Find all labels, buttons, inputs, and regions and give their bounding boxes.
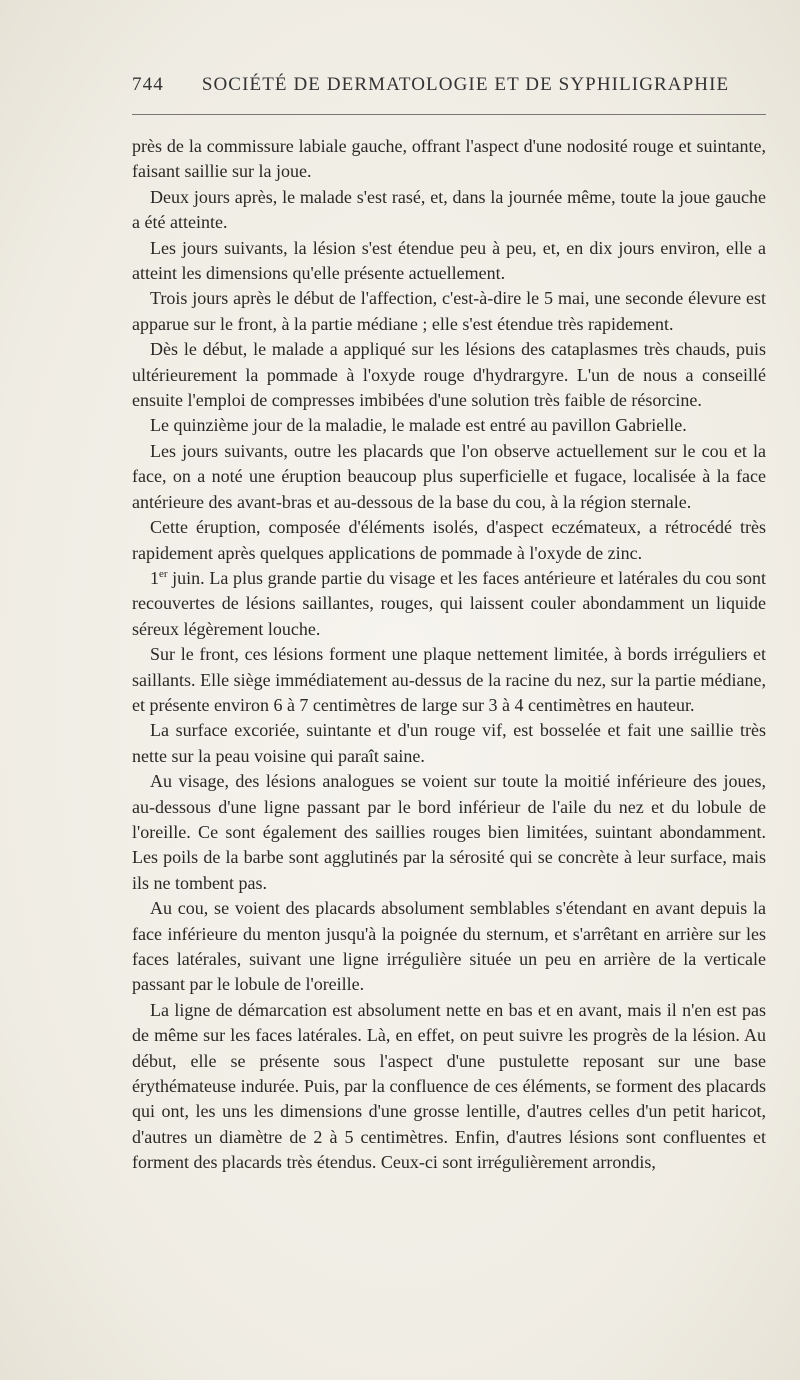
- paragraph: Sur le front, ces lésions forment une plaque nettement limitée, à bords irréguliers et saillants. Elle siège immédiatement au-dessus de la racine du nez, sur la partie médiane, et présente environ 6 à 7 centimètres de large sur 3 à 4 centimètres en hauteur.: [132, 644, 766, 715]
- ordinal-suffix: er: [159, 567, 168, 580]
- body-text: [132, 134, 766, 1176]
- paragraph-date-entry: [132, 566, 766, 642]
- paragraph: Les jours suivants, la lésion s'est étendue peu à peu, et, en dix jours environ, elle a atteint les dimensions qu'elle présente actuellement.: [132, 237, 766, 284]
- paragraph: Les jours suivants, outre les placards que l'on observe actuellement sur le cou et la face, on a noté une éruption beaucoup plus superficielle et fugace, localisée à la face antérieure des avant-bras et au-dessous de la base du cou, à la région sternale.: [132, 440, 766, 512]
- running-title: SOCIÉTÉ DE DERMATOLOGIE ET DE SYPHILIGRAPHIE: [201, 74, 730, 95]
- paragraph: Deux jours après, le malade s'est rasé, et, dans la journée même, toute la joue gauche a été atteinte.: [132, 186, 766, 233]
- paragraph-rest: juin. La plus grande partie du visage et les faces antérieure et latérales du cou sont recouvertes de lésions saillantes, rouges, qui laissent couler abondamment un liquide séreux légèrement louche.: [132, 567, 766, 639]
- paragraph: Dès le début, le malade a appliqué sur les lésions des cataplasmes très chauds, puis ultérieurement la pommade à l'oxyde rouge d'hydrargyre. L'un de nous a conseillé ensuite l'emploi de compresses imbibées d'une solution très faible de résorcine.: [132, 339, 766, 411]
- paragraph: Au cou, se voient des placards absolument semblables s'étendant en avant depuis la face inférieure du menton jusqu'à la poignée du sternum, et s'arrêtant en arrière sur les faces latérales, suivant une ligne irrégulière située un peu en arrière de la verticale passant par le lobule de l'oreille.: [132, 898, 766, 995]
- paragraph: près de la commissure labiale gauche, offrant l'aspect d'une nodosité rouge et suintante, faisant saillie sur la joue.: [132, 136, 766, 182]
- date-ordinal: 1: [150, 567, 159, 588]
- page-number: 744: [132, 74, 164, 95]
- paragraph: Le quinzième jour de la maladie, le malade est entré au pavillon Gabrielle.: [150, 415, 687, 436]
- page-header: [132, 74, 768, 104]
- paragraph: La ligne de démarcation est absolument nette en bas et en avant, mais il n'en est pas de même sur les faces latérales. Là, en effet, on peut suivre les progrès de la lésion. Au début, elle se présente sous l'aspect d'une pustulette reposant sur une base érythémateuse indurée. Puis, par la confluence de ces éléments, se forment des placards qui ont, les uns les dimensions d'une grosse lentille, d'autres celles d'un petit haricot, d'autres un diamètre de 2 à 5 centimètres. Enfin, d'autres lésions sont confluentes et forment des placards très étendus. Ceux-ci sont irrégulièrement arrondis,: [132, 999, 766, 1173]
- paragraph: Trois jours après le début de l'affection, c'est-à-dire le 5 mai, une seconde élevure est apparue sur le front, à la partie médiane ; elle s'est étendue très rapidement.: [132, 288, 766, 334]
- header-rule: [132, 114, 766, 115]
- paragraph: Cette éruption, composée d'éléments isolés, d'aspect eczémateux, a rétrocédé très rapidement après quelques applications de pommade à l'oxyde de zinc.: [132, 517, 766, 563]
- paragraph: Au visage, des lésions analogues se voient sur toute la moitié inférieure des joues, au-dessous d'une ligne passant par le bord inférieur de l'aile du nez et du lobule de l'oreille. Ce sont également des saillies rouges bien limitées, suintant abondamment. Les poils de la barbe sont agglutinés par la sérosité qui se concrète à leur surface, mais ils ne tombent pas.: [132, 771, 766, 893]
- paragraph: La surface excoriée, suintante et d'un rouge vif, est bosselée et fait une saillie très nette sur la peau voisine qui paraît saine.: [132, 720, 766, 766]
